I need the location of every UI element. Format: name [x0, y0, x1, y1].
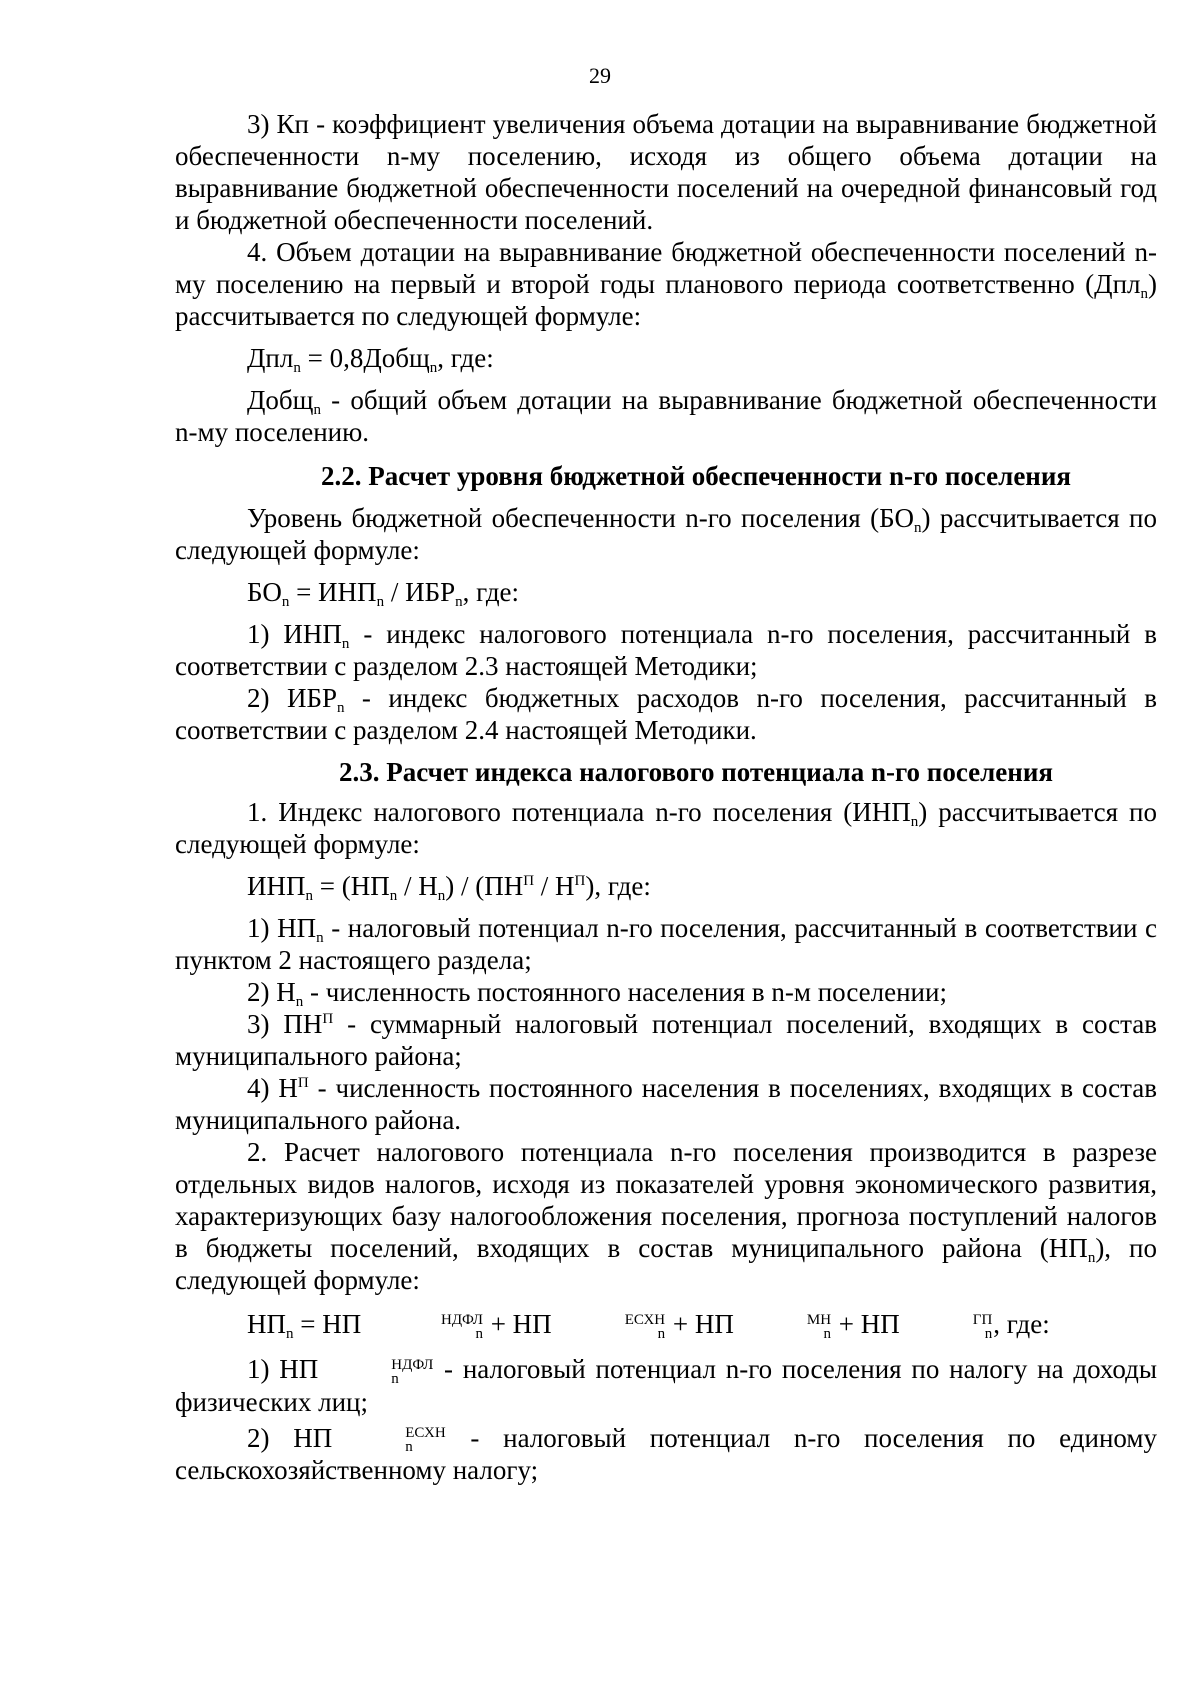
subscript: n	[313, 402, 321, 418]
paragraph-np-calc	[175, 1136, 1157, 1296]
subscript: n	[984, 1325, 993, 1342]
paragraph-text: - налоговый потенциал n-го поселения, рассчитанный в соответствии с пунктом 2 настоящего раздела;	[175, 913, 1157, 975]
subscript: n	[823, 1325, 832, 1342]
formula-text: ) / (ПН	[445, 871, 524, 901]
subscript: n	[475, 1325, 483, 1342]
formula-text: ИНП	[247, 871, 306, 901]
paragraph-bo	[175, 502, 1157, 566]
heading-2-2: 2.2. Расчет уровня бюджетной обеспеченности n-го поселения	[320, 461, 1072, 491]
paragraph-text: ), по следующей формуле:	[175, 1233, 1157, 1295]
formula-bo	[175, 576, 1157, 608]
paragraph-text: - индекс бюджетных расходов n-го поселения, рассчитанный в соответствии с разделом 2.4 настоящей Методики.	[175, 683, 1157, 745]
paragraph-text: - численность постоянного населения в n-м поселении;	[303, 977, 947, 1007]
subscript: n	[1087, 1250, 1096, 1266]
subscript: n	[913, 520, 922, 536]
document-body	[175, 108, 1157, 1486]
supsub-gp	[901, 1313, 993, 1341]
superscript: ЕСХН	[624, 1311, 666, 1328]
paragraph-text: 3) Кп - коэффициент увеличения объема дотации на выравнивание бюджетной обеспеченности n-му поселению, исходя из общего объема дотации на выравнивание бюджетной обеспеченности поселений на очередной финансовый год и бюджетной обеспеченности поселений.	[175, 109, 1157, 235]
paragraph-text: 3) ПН	[247, 1009, 323, 1039]
paragraph-text: 2. Расчет налогового потенциала n-го поселения производится в разрезе отдельных видов налогов, исходя из показателей уровня экономического развития, характеризующих базу налогообложения поселения, прогноза поступлений налогов в бюджеты поселений, входящих в состав муниципального района (НП	[175, 1137, 1157, 1263]
subscript: n	[286, 1326, 294, 1342]
paragraph-text: - индекс налогового потенциала n-го поселения, рассчитанный в соответствии с разделом 2.3 настоящей Методики;	[175, 619, 1157, 681]
paragraph-text: 2) НП	[247, 1422, 333, 1453]
subscript: n	[405, 1439, 413, 1456]
formula-text: БО	[247, 577, 282, 607]
paragraph-text: - суммарный налоговый потенциал поселений, входящих в состав муниципального района;	[175, 1009, 1157, 1071]
formula-dpl	[175, 342, 1157, 374]
formula-text: НП	[247, 1309, 286, 1339]
list-item-np-eshn	[175, 1422, 1157, 1487]
formula-text: , где:	[462, 577, 520, 607]
superscript: П	[574, 873, 586, 889]
paragraph-text: - численность постоянного населения в поселениях, входящих в состав муниципального района.	[175, 1073, 1157, 1135]
subscript: n	[657, 1325, 666, 1342]
paragraph-text: 4) Н	[247, 1073, 298, 1103]
paragraph-text: 1. Индекс налогового потенциала n-го поселения (ИНП	[247, 797, 911, 827]
paragraph-text: 2) Н	[247, 977, 296, 1007]
subscript: n	[316, 930, 324, 946]
supsub-ndfl	[369, 1313, 483, 1341]
subscript: n	[336, 700, 345, 716]
paragraph-text: Добщ	[247, 385, 314, 415]
subscript: n	[1140, 286, 1148, 302]
paragraph-text: 1) НП	[247, 913, 317, 943]
superscript: П	[523, 873, 535, 889]
page-number: 29	[589, 63, 611, 88]
formula-inp	[175, 870, 1157, 902]
subscript: n	[437, 888, 446, 904]
supsub-mn	[735, 1313, 831, 1341]
formula-text: / Н	[534, 871, 575, 901]
formula-text: , где:	[993, 1309, 1050, 1339]
paragraph-text: ) рассчитывается по следующей формуле:	[175, 503, 1157, 565]
formula-text: + НП	[666, 1309, 734, 1339]
paragraph-text: - общий объем дотации на выравнивание бюджетной обеспеченности n-му поселению.	[175, 385, 1157, 447]
list-item-ibr	[175, 682, 1157, 746]
formula-text: + НП	[832, 1309, 900, 1339]
formula-text: = (НП	[313, 871, 390, 901]
paragraph-text: 2) ИБР	[247, 683, 337, 713]
supsub-eshn-item	[333, 1426, 445, 1454]
superscript: НДФЛ	[391, 1356, 434, 1373]
paragraph-inp-index	[175, 796, 1157, 860]
subscript: n	[391, 1370, 399, 1387]
formula-text: = ИНП	[289, 577, 377, 607]
superscript: П	[297, 1075, 309, 1091]
paragraph-4	[175, 236, 1157, 332]
subscript: n	[376, 594, 385, 610]
subscript: n	[305, 888, 313, 904]
formula-text: Дпл	[247, 343, 294, 373]
paragraph-text: ) рассчитывается по следующей формуле:	[175, 269, 1157, 331]
list-item-n	[175, 976, 1157, 1008]
subscript: n	[293, 360, 301, 376]
superscript: ГП	[972, 1311, 993, 1328]
subscript: n	[341, 636, 350, 652]
superscript: ЕСХН	[405, 1425, 446, 1442]
formula-text: , где:	[437, 343, 494, 373]
paragraph-text: 1) НП	[247, 1353, 319, 1384]
formula-text: / Н	[397, 871, 438, 901]
paragraph-kp	[175, 108, 1157, 236]
list-item-pn	[175, 1008, 1157, 1072]
list-item-inp	[175, 618, 1157, 682]
subscript: n	[295, 994, 304, 1010]
superscript: П	[322, 1011, 334, 1027]
paragraph-text: 1) ИНП	[247, 619, 342, 649]
paragraph-text: Уровень бюджетной обеспеченности n-го поселения (БО	[247, 503, 914, 533]
paragraph-text: - налоговый потенциал n-го поселения по единому сельскохозяйственному налогу;	[175, 1422, 1157, 1486]
supsub-ndfl-item	[319, 1358, 433, 1386]
subscript: n	[429, 360, 438, 376]
list-item-np-ndfl	[175, 1353, 1157, 1418]
formula-text: = 0,8Добщ	[300, 343, 430, 373]
formula-text: ), где:	[585, 871, 651, 901]
supsub-eshn	[553, 1313, 665, 1341]
subscript: n	[455, 594, 463, 610]
formula-text: = НП	[293, 1309, 368, 1339]
formula-text: / ИБР	[384, 577, 456, 607]
subscript: n	[910, 814, 919, 830]
paragraph-dobsch	[175, 384, 1157, 448]
formula-text: + НП	[483, 1309, 552, 1339]
list-item-np	[175, 912, 1157, 976]
superscript: НДФЛ	[440, 1311, 483, 1328]
subscript: n	[389, 888, 398, 904]
heading-2-3: 2.3. Расчет индекса налогового потенциала n-го поселения	[338, 757, 1053, 787]
list-item-np-total	[175, 1072, 1157, 1136]
subscript: n	[281, 594, 290, 610]
paragraph-text: 4. Объем дотации на выравнивание бюджетной обеспеченности поселений n-му поселению на первый и второй годы планового периода соответственно (Дпл	[175, 237, 1157, 299]
superscript: МН	[806, 1311, 832, 1328]
paragraph-text: - налоговый потенциал n-го поселения по налогу на доходы физических лиц;	[175, 1353, 1157, 1417]
formula-np	[175, 1308, 1157, 1341]
paragraph-text: ) рассчитывается по следующей формуле:	[175, 797, 1157, 859]
